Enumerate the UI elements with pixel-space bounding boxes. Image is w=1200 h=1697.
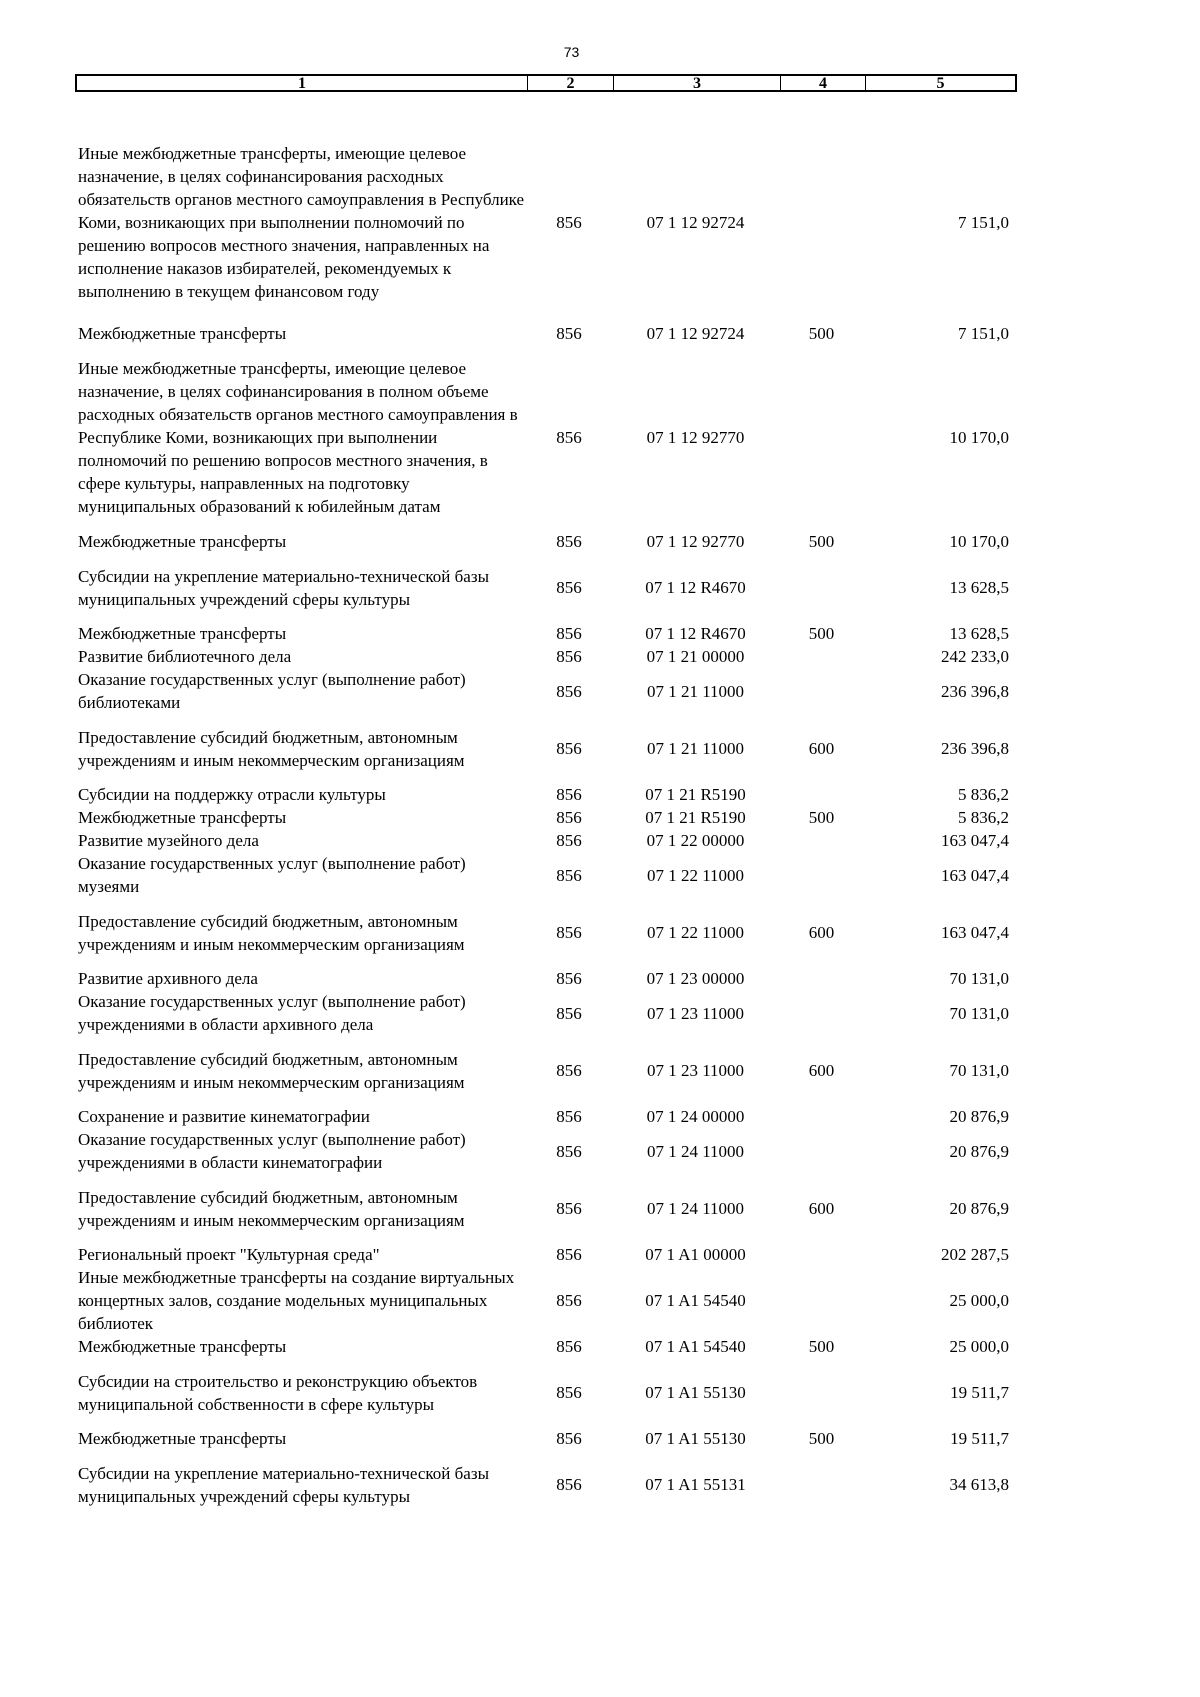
row-code: 856 bbox=[556, 865, 582, 885]
row-name: Межбюджетные трансферты bbox=[78, 1429, 287, 1448]
row-vr: 500 bbox=[808, 324, 835, 343]
table-row bbox=[75, 1036, 1017, 1105]
row-code: 856 bbox=[556, 1337, 582, 1356]
row-name: Предоставление субсидий бюджетным, автономным учреждениям и иным некоммерческим организациям bbox=[78, 727, 465, 770]
row-name: Развитие библиотечного дела bbox=[78, 647, 292, 666]
row-csr: 07 1 22 11000 bbox=[646, 923, 745, 942]
row-code: 856 bbox=[556, 1003, 582, 1023]
row-amount: 25 000,0 bbox=[949, 1291, 1009, 1310]
table-row bbox=[75, 530, 1017, 553]
row-amount: 13 628,5 bbox=[949, 578, 1009, 597]
row-amount: 202 287,5 bbox=[941, 1245, 1009, 1264]
row-amount: 236 396,8 bbox=[941, 739, 1009, 758]
row-amount: 5 836,2 bbox=[958, 785, 1009, 804]
row-csr: 07 1 24 11000 bbox=[646, 1199, 745, 1218]
table-row bbox=[75, 829, 1017, 852]
row-name: Субсидии на укрепление материально-технической базы муниципальных учреждений сферы культуры bbox=[78, 566, 489, 609]
row-amount: 242 233,0 bbox=[941, 647, 1009, 666]
row-code: 856 bbox=[556, 324, 582, 343]
row-name: Предоставление субсидий бюджетным, автономным учреждениям и иным некоммерческим организациям bbox=[78, 1187, 465, 1230]
row-code: 856 bbox=[556, 739, 582, 758]
row-csr: 07 1 21 00000 bbox=[646, 647, 745, 666]
row-csr: 07 1 A1 55131 bbox=[645, 1475, 746, 1494]
row-name: Субсидии на поддержку отрасли культуры bbox=[78, 785, 386, 804]
row-code: 856 bbox=[556, 428, 582, 447]
row-csr: 07 1 23 11000 bbox=[646, 1061, 745, 1080]
row-amount: 7 151,0 bbox=[958, 212, 1009, 232]
row-csr: 07 1 21 R5190 bbox=[645, 808, 746, 827]
table-row bbox=[75, 345, 1017, 530]
row-amount: 70 131,0 bbox=[949, 1061, 1009, 1080]
table-header bbox=[75, 74, 1017, 92]
row-code: 856 bbox=[556, 831, 582, 850]
row-csr: 07 1 12 92770 bbox=[646, 428, 745, 447]
table-row bbox=[75, 322, 1017, 345]
row-csr: 07 1 23 11000 bbox=[646, 1003, 745, 1023]
row-name: Субсидии на строительство и реконструкцию объектов муниципальной собственности в сфере культуры bbox=[78, 1371, 478, 1414]
column-header-3: 3 bbox=[614, 76, 781, 90]
row-code: 856 bbox=[556, 681, 582, 701]
row-code: 856 bbox=[556, 578, 582, 597]
row-code: 856 bbox=[556, 1429, 582, 1448]
row-name: Развитие архивного дела bbox=[78, 969, 258, 988]
table-row bbox=[75, 1128, 1017, 1174]
table-row bbox=[75, 114, 1017, 330]
row-code: 856 bbox=[556, 1383, 582, 1402]
row-amount: 10 170,0 bbox=[949, 532, 1009, 551]
row-vr: 600 bbox=[808, 739, 835, 758]
row-amount: 19 511,7 bbox=[950, 1383, 1009, 1402]
row-name: Субсидии на укрепление материально-технической базы муниципальных учреждений сферы культуры bbox=[78, 1463, 489, 1506]
row-csr: 07 1 12 92724 bbox=[646, 324, 745, 343]
row-code: 856 bbox=[556, 1107, 582, 1126]
row-amount: 20 876,9 bbox=[949, 1107, 1009, 1126]
row-name: Межбюджетные трансферты bbox=[78, 624, 287, 643]
row-vr: 600 bbox=[808, 923, 835, 942]
row-code: 856 bbox=[556, 785, 582, 804]
row-csr: 07 1 A1 00000 bbox=[645, 1245, 746, 1264]
table-row bbox=[75, 645, 1017, 668]
row-csr: 07 1 12 92770 bbox=[646, 532, 745, 551]
row-code: 856 bbox=[556, 1141, 582, 1161]
row-csr: 07 1 21 11000 bbox=[646, 739, 745, 758]
row-csr: 07 1 24 11000 bbox=[646, 1141, 745, 1161]
row-csr: 07 1 A1 55130 bbox=[645, 1383, 746, 1402]
row-name: Оказание государственных услуг (выполнение работ) музеями bbox=[78, 854, 466, 896]
table-row bbox=[75, 967, 1017, 990]
row-code: 856 bbox=[556, 808, 582, 827]
table-row bbox=[75, 1243, 1017, 1266]
row-code: 856 bbox=[556, 1061, 582, 1080]
row-name: Иные межбюджетные трансферты, имеющие целевое назначение, в целях софинансирования в полном объеме расходных обязательств органов местного самоуправления в Республике Коми, возникающих при выполнении полномочий по решению вопросов местного значения, в сфере культуры, направленных на подготовку муниципальных образований к юбилейным датам bbox=[78, 359, 518, 516]
table-row bbox=[75, 783, 1017, 806]
row-name: Межбюджетные трансферты bbox=[78, 532, 287, 551]
row-csr: 07 1 A1 54540 bbox=[645, 1291, 746, 1310]
row-name: Иные межбюджетные трансферты на создание виртуальных концертных залов, создание модельных муниципальных библиотек bbox=[78, 1268, 515, 1333]
row-amount: 20 876,9 bbox=[949, 1199, 1009, 1218]
row-code: 856 bbox=[556, 1245, 582, 1264]
table-row bbox=[75, 1427, 1017, 1450]
table-row bbox=[75, 622, 1017, 645]
column-header-4: 4 bbox=[781, 76, 866, 90]
row-name: Развитие музейного дела bbox=[78, 831, 259, 850]
row-name: Региональный проект "Культурная среда" bbox=[78, 1245, 380, 1264]
row-amount: 20 876,9 bbox=[949, 1141, 1009, 1161]
row-amount: 70 131,0 bbox=[949, 969, 1009, 988]
table-row bbox=[75, 1358, 1017, 1427]
row-csr: 07 1 23 00000 bbox=[646, 969, 745, 988]
row-csr: 07 1 12 R4670 bbox=[645, 578, 746, 597]
row-code: 856 bbox=[556, 923, 582, 942]
row-amount: 7 151,0 bbox=[958, 324, 1009, 343]
row-csr: 07 1 21 R5190 bbox=[645, 785, 746, 804]
row-code: 856 bbox=[556, 1291, 582, 1310]
row-amount: 34 613,8 bbox=[949, 1475, 1009, 1494]
row-amount: 19 511,7 bbox=[950, 1429, 1009, 1448]
row-name: Межбюджетные трансферты bbox=[78, 808, 287, 827]
table-row bbox=[75, 668, 1017, 714]
row-csr: 07 1 A1 54540 bbox=[645, 1337, 746, 1356]
table-row bbox=[75, 1105, 1017, 1128]
table-row bbox=[75, 553, 1017, 622]
row-vr: 500 bbox=[808, 808, 835, 827]
table-row bbox=[75, 898, 1017, 967]
row-amount: 5 836,2 bbox=[958, 808, 1009, 827]
row-code: 856 bbox=[556, 624, 582, 643]
column-header-2: 2 bbox=[528, 76, 614, 90]
row-code: 856 bbox=[556, 647, 582, 666]
row-amount: 13 628,5 bbox=[949, 624, 1009, 643]
row-vr: 500 bbox=[808, 532, 835, 551]
row-amount: 25 000,0 bbox=[949, 1337, 1009, 1356]
row-name: Межбюджетные трансферты bbox=[78, 1337, 287, 1356]
table-row bbox=[75, 990, 1017, 1036]
row-csr: 07 1 22 00000 bbox=[646, 831, 745, 850]
row-csr: 07 1 12 R4670 bbox=[645, 624, 746, 643]
row-vr: 600 bbox=[808, 1199, 835, 1218]
table-row bbox=[75, 714, 1017, 783]
row-amount: 10 170,0 bbox=[949, 428, 1009, 447]
row-code: 856 bbox=[556, 212, 582, 232]
row-csr: 07 1 12 92724 bbox=[646, 212, 745, 232]
row-name: Предоставление субсидий бюджетным, автономным учреждениям и иным некоммерческим организациям bbox=[78, 911, 465, 954]
row-amount: 70 131,0 bbox=[949, 1003, 1009, 1023]
table-row bbox=[75, 1450, 1017, 1519]
table-row bbox=[75, 1335, 1017, 1358]
row-vr: 600 bbox=[808, 1061, 835, 1080]
budget-table bbox=[75, 74, 1017, 1519]
table-body bbox=[75, 114, 1017, 1519]
row-amount: 163 047,4 bbox=[941, 831, 1009, 850]
row-code: 856 bbox=[556, 1475, 582, 1494]
row-name: Сохранение и развитие кинематографии bbox=[78, 1107, 370, 1126]
table-row bbox=[75, 806, 1017, 829]
table-row bbox=[75, 1266, 1017, 1335]
row-csr: 07 1 A1 55130 bbox=[645, 1429, 746, 1448]
row-csr: 07 1 21 11000 bbox=[646, 681, 745, 701]
column-header-5: 5 bbox=[936, 75, 945, 92]
row-csr: 07 1 22 11000 bbox=[646, 865, 745, 885]
row-name: Оказание государственных услуг (выполнение работ) учреждениями в области кинематографии bbox=[78, 1130, 466, 1172]
row-name: Предоставление субсидий бюджетным, автономным учреждениям и иным некоммерческим организациям bbox=[78, 1049, 465, 1092]
row-code: 856 bbox=[556, 1199, 582, 1218]
row-csr: 07 1 24 00000 bbox=[646, 1107, 745, 1126]
row-vr: 500 bbox=[808, 624, 835, 643]
row-name: Межбюджетные трансферты bbox=[78, 324, 287, 343]
row-name: Оказание государственных услуг (выполнение работ) учреждениями в области архивного дела bbox=[78, 992, 466, 1034]
row-amount: 163 047,4 bbox=[941, 865, 1009, 885]
column-header-1: 1 bbox=[77, 76, 528, 90]
row-vr: 500 bbox=[808, 1337, 835, 1356]
page-number: 73 bbox=[563, 44, 580, 60]
table-row bbox=[75, 1174, 1017, 1243]
row-name: Иные межбюджетные трансферты, имеющие целевое назначение, в целях софинансирования расходных обязательств органов местного самоуправления в Республике Коми, возникающих при выполнении полномочий по решению вопросов местного значения, направленных на исполнение наказов избирателей, рекомендуемых к выполнению в текущем финансовом году bbox=[78, 143, 525, 301]
table-row bbox=[75, 852, 1017, 898]
row-code: 856 bbox=[556, 969, 582, 988]
row-name: Оказание государственных услуг (выполнение работ) библиотеками bbox=[78, 670, 466, 712]
row-amount: 236 396,8 bbox=[941, 681, 1009, 701]
row-amount: 163 047,4 bbox=[941, 923, 1009, 942]
row-vr: 500 bbox=[808, 1429, 835, 1448]
row-code: 856 bbox=[556, 532, 582, 551]
